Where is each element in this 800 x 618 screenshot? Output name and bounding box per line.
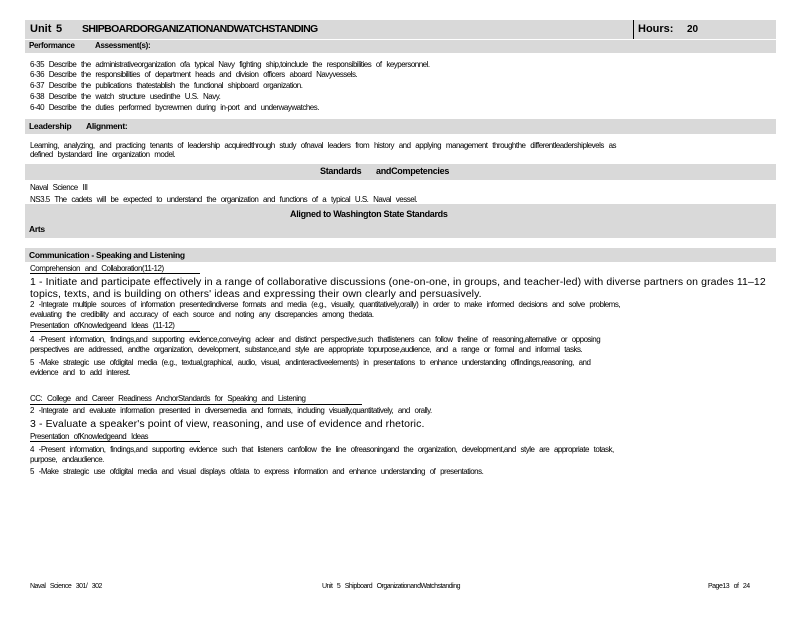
footer-unit: Unit 5 Shipboard OrganizationandWatchstanding [322, 583, 461, 590]
presentation2-item-5: 5 -Make strategic use ofdigital media and visual displays ofdata to express information and enhance understanding of presentations. [30, 467, 484, 476]
hours-value: 20 [687, 24, 699, 35]
naval-science-heading: Naval Science III [30, 183, 88, 192]
comprehension-item-2-line1: 2 -Integrate multiple sources of information presentedindiverse formats and media (e.g., visually, quantitatively,orally) in order to make informed decisions and solve problems, [30, 300, 621, 309]
presentation-item-5-line1: 5 -Make strategic use ofdigital media (e.g., textual,graphical, audio, visual, andinteractiveelements) in presentations to enhance understanding offindings,reasoning, and [30, 358, 591, 367]
naval-science-standard: NS3.5 The cadets will be expected to understand the organization and functions of a typical U.S. Naval vessel. [30, 195, 418, 204]
objective-6-35: 6-35 Describe the administrativeorganization ofa typical Navy fighting ship,toinclude the responsibilities of keypersonnel. [30, 60, 430, 69]
objective-6-40: 6-40 Describe the duties performed bycrewmen during in-port and underwaywatches. [30, 103, 319, 112]
presentation-underline [30, 331, 200, 332]
unit-title: SHIPBOARDORGANIZATIONANDWATCHSTANDING [82, 23, 318, 35]
objective-6-36: 6-36 Describe the responsibilities of department heads and division officers aboard Navyvessels. [30, 70, 358, 79]
assessment-label: Assessment(s): [95, 41, 151, 50]
presentation-item-4-line2: perspectives are addressed, andthe organization, development, substance,and style are appropriate topurpose,audience, and a range or formal and informal tasks. [30, 345, 583, 354]
footer-page: Page13 of 24 [708, 583, 750, 590]
alignment-label: Alignment: [86, 121, 128, 131]
cc-heading: CC: College and Career Readiness AnchorStandards for Speaking and Listening [30, 394, 306, 403]
presentation2-item-4-line1: 4 -Present information, findings,and supporting evidence such that listeners canfollow the line ofreasoningand the organization, development,and style are appropriate totask, [30, 445, 614, 454]
aligned-standards-title: Aligned to Washington State Standards [290, 209, 448, 219]
presentation-item-4-line1: 4 -Present information, findings,and supporting evidence,conveying aclear and distinct perspective,such thatlisteners can follow theline of reasoning,alternative or opposing [30, 335, 601, 344]
cc-underline [30, 404, 362, 405]
comprehension-underline [30, 273, 200, 274]
comprehension-item-1: 1 - Initiate and participate effectively in a range of collaborative discussions (one-on-one, in groups, and teacher-led) with diverse partners on grades 11–12 topics, texts, and is building on others' ideas and expressing their own clearly and persuasively. [30, 276, 766, 300]
cc-item-3: 3 - Evaluate a speaker's point of view, reasoning, and use of evidence and rhetoric. [30, 418, 425, 430]
cc-item-2: 2 -Integrate and evaluate information presented in diversemedia and formats, including visually,quantitatively, and orally. [30, 406, 432, 415]
presentation2-heading: Presentation ofKnowledgeand Ideas [30, 432, 149, 441]
objective-6-38: 6-38 Describe the watch structure usedinthe U.S. Navy. [30, 92, 221, 101]
footer-course: Naval Science 301/ 302 [30, 583, 102, 590]
arts-label: Arts [29, 224, 45, 234]
unit-number: 5 [56, 23, 63, 35]
leadership-text-line2: defined bystandard line organization model. [30, 150, 176, 159]
comprehension-item-2-line2: evaluating the credibility and accuracy of each source and noting any discrepancies among thedata. [30, 310, 374, 319]
performance-label: Performance [29, 41, 75, 50]
leadership-text-line1: Learning, analyzing, and practicing tenants of leadership acquiredthrough study ofnaval leaders from history and applying management throughthe differentleadershiplevels as [30, 141, 617, 150]
presentation-item-5-line2: evidence and to add interest. [30, 368, 131, 377]
unit-label: Unit [30, 23, 52, 35]
presentation-heading: Presentation ofKnowledgeand Ideas (11-12) [30, 321, 175, 330]
standards-title: Standards [320, 166, 362, 176]
competencies-title: andCompetencies [376, 166, 450, 176]
presentation2-item-4-line2: purpose, andaudience. [30, 455, 104, 464]
communication-label: Communication - Speaking and Listening [29, 250, 185, 260]
comprehension-heading: Comprehension and Collaboration(11-12) [30, 264, 164, 273]
hours-label: Hours: [638, 23, 674, 35]
objective-6-37: 6-37 Describe the publications thatestablish the functional shipboard organization. [30, 81, 303, 90]
header-divider [633, 20, 634, 39]
leadership-bar [25, 119, 776, 134]
presentation2-underline [30, 441, 200, 442]
leadership-label: Leadership [29, 121, 72, 131]
